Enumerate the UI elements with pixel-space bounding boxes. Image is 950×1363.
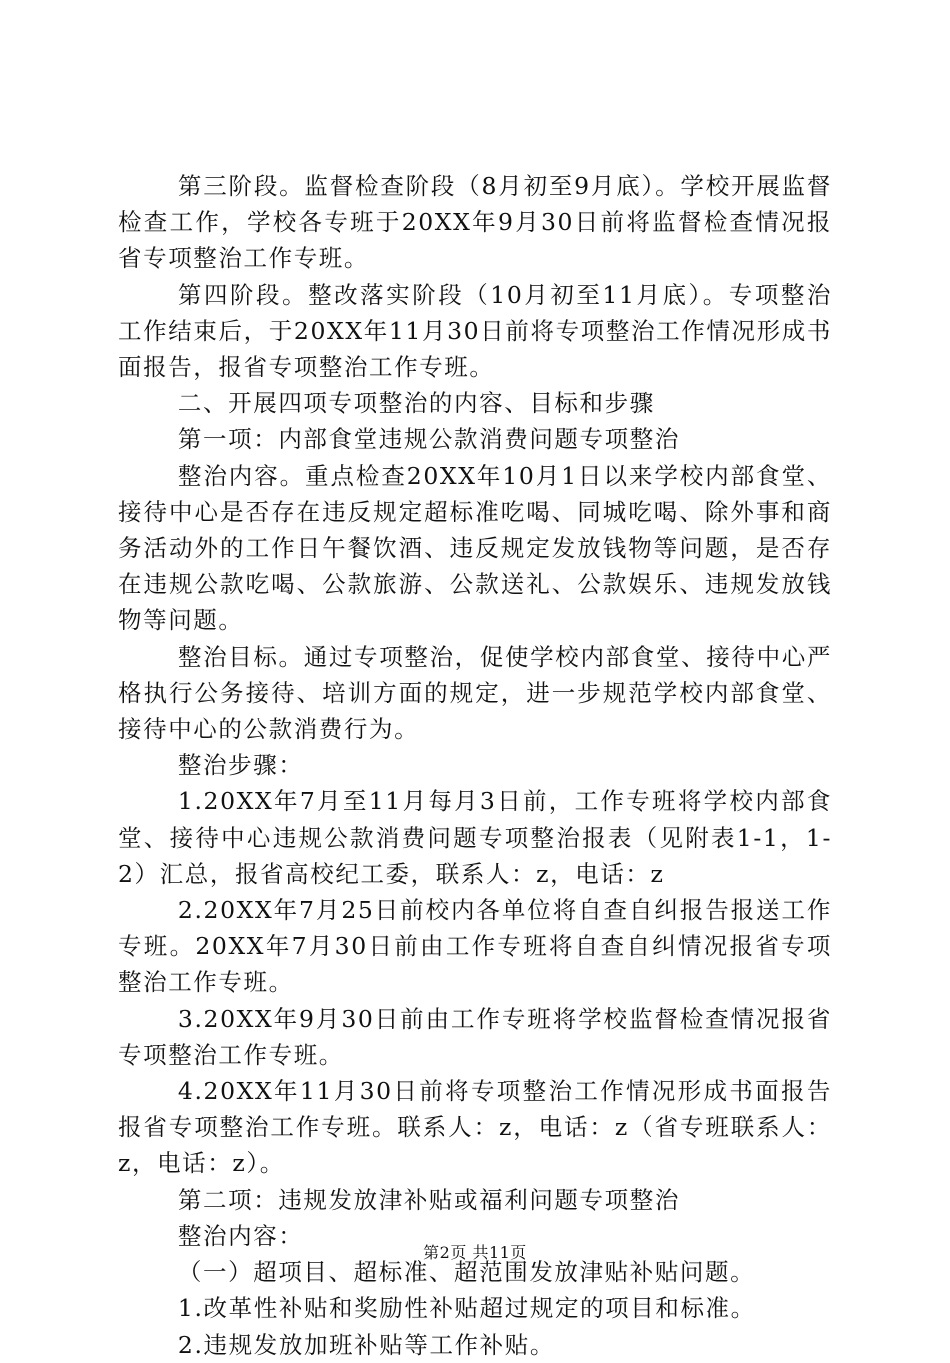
item-one-goal: 整治目标。通过专项整治，促使学校内部食堂、接待中心严格执行公务接待、培训方面的规定，进一步规范学校内部食堂、接待中心的公款消费行为。 bbox=[118, 642, 832, 744]
item-two-heading: 第二项：违规发放津补贴或福利问题专项整治 bbox=[177, 1185, 680, 1214]
step-two: 2.20XX年7月25日前校内各单位将自查自纠报告报送工作专班。20XX年7月30日前由工作专班将自查自纠情况报省专项整治工作专班。 bbox=[118, 896, 832, 997]
item-one-steps-label: 整治步骤： bbox=[177, 751, 304, 780]
step-four: 4.20XX年11月30日前将专项整治工作情况形成书面报告报省专项整治工作专班。联系人：z，电话：z（省专班联系人：z，电话：z）。 bbox=[118, 1077, 832, 1178]
item-two-content-label: 整治内容： bbox=[177, 1221, 304, 1250]
subsection-one-point-two: 2.违规发放加班补贴等工作补贴。 bbox=[177, 1330, 555, 1359]
item-one-content: 整治内容。重点检查20XX年10月1日以来学校内部食堂、接待中心是否存在违反规定超标准吃喝、同城吃喝、除外事和商务活动外的工作日午餐饮酒、违反规定发放钱物等问题，是否存在违规公款吃喝、公款旅游、公款送礼、公款娱乐、违规发放钱物等问题。 bbox=[118, 461, 832, 635]
subsection-one: （一）超项目、超标准、超范围发放津贴补贴问题。 bbox=[177, 1258, 756, 1287]
paragraph-stage-three: 第三阶段。监督检查阶段（8月初至9月底）。学校开展监督检查工作，学校各专班于20XX年9月30日前将监督检查情况报省专项整治工作专班。 bbox=[118, 172, 832, 273]
section-heading-two: 二、开展四项专项整治的内容、目标和步骤 bbox=[177, 389, 655, 418]
page-number-footer: 第2页 共11页 bbox=[423, 1243, 527, 1262]
paragraph-stage-four: 第四阶段。整改落实阶段（10月初至11月底）。专项整治工作结束后，于20XX年11月30日前将专项整治工作情况形成书面报告，报省专项整治工作专班。 bbox=[118, 280, 832, 382]
subsection-one-point-one: 1.改革性补贴和奖励性补贴超过规定的项目和标准。 bbox=[177, 1294, 756, 1323]
document-body bbox=[118, 168, 832, 1363]
step-one: 1.20XX年7月至11月每月3日前，工作专班将学校内部食堂、接待中心违规公款消费问题专项整治报表（见附表1-1，1-2）汇总，报省高校纪工委，联系人：z，电话：z bbox=[118, 787, 832, 888]
item-one-heading: 第一项：内部食堂违规公款消费问题专项整治 bbox=[177, 425, 680, 454]
step-three: 3.20XX年9月30日前由工作专班将学校监督检查情况报省专项整治工作专班。 bbox=[118, 1004, 832, 1069]
